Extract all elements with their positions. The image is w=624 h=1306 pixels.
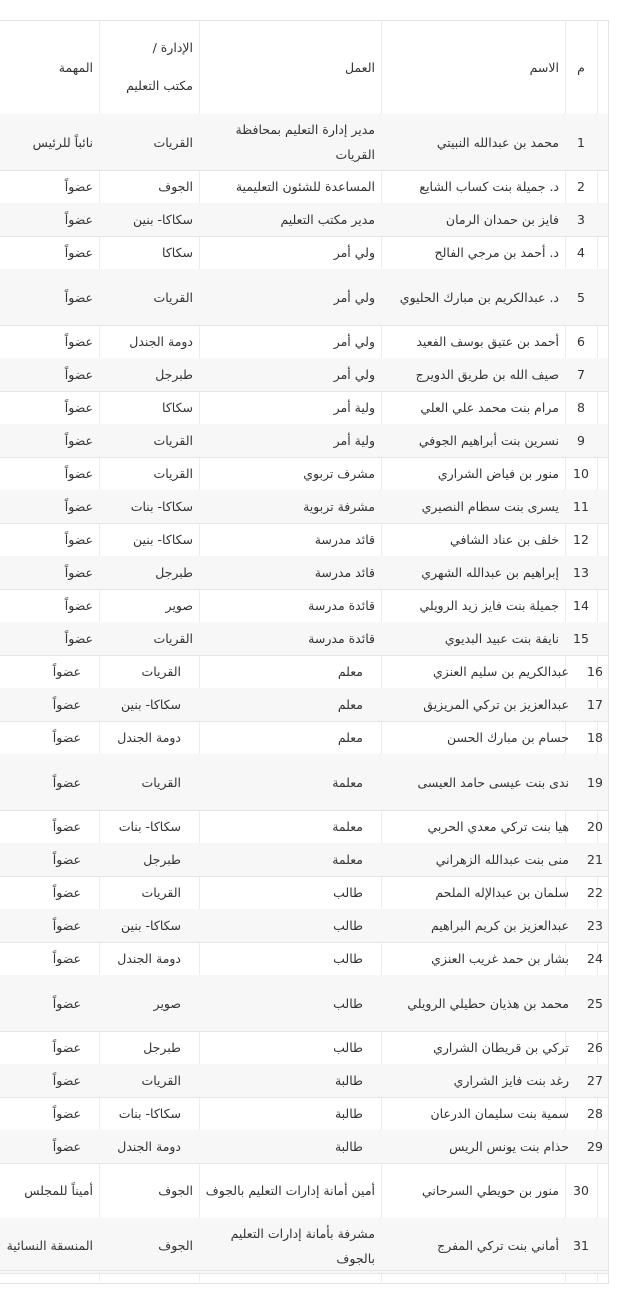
table-row: [0, 236, 608, 270]
cell-num: 27: [587, 1073, 603, 1088]
cell-job: معلمة: [332, 852, 363, 867]
cell-office: سكاكا- بنين: [133, 212, 193, 227]
table-row: [0, 490, 608, 524]
cell-role: عضواً: [64, 532, 93, 547]
cell-job: قائد مدرسة: [314, 565, 375, 580]
cell-num: 10: [573, 466, 589, 481]
table-row: [0, 754, 608, 811]
cell-role: عضواً: [52, 1073, 81, 1088]
cell-role: عضواً: [52, 951, 81, 966]
cell-job: معلم: [337, 664, 363, 679]
cell-num: 21: [587, 852, 603, 867]
cell-office: سكاكا- بنين: [121, 697, 181, 712]
table-row: [0, 721, 608, 755]
cell-name: منور بن فياض الشراري: [437, 466, 559, 481]
cell-office: طبرجل: [155, 565, 193, 580]
cell-num: 15: [573, 631, 589, 646]
cell-name: عبدالكريم بن سليم العنزي: [432, 664, 569, 679]
cell-name: حذام بنت يونس الريس: [449, 1139, 569, 1154]
table-row: [0, 1163, 608, 1219]
cell-num: 29: [587, 1139, 603, 1154]
cell-job: أمين أمانة إدارات التعليم بالجوف: [205, 1183, 375, 1198]
cell-name: صيف الله بن طريق الدويرج: [415, 367, 559, 382]
cell-office: القريات: [141, 1073, 181, 1088]
cell-job: معلمة: [332, 819, 363, 834]
cell-name: مرام بنت محمد علي العلي: [420, 400, 559, 415]
cell-num: 25: [587, 995, 603, 1011]
cell-name: عبدالعزيز بن كريم البراهيم: [430, 918, 569, 933]
table-row: [0, 589, 608, 623]
cell-office: الجوف: [158, 179, 193, 194]
cell-num: 18: [587, 730, 603, 745]
cell-job: ولي أمر: [333, 289, 375, 305]
cell-name: سمية بنت سليمان الدرعان: [430, 1106, 569, 1121]
cell-num: 3: [577, 212, 585, 227]
header-name: الاسم: [529, 59, 559, 75]
cell-office: سكاكا: [162, 400, 193, 415]
cell-name: د. عبدالكريم بن مبارك الحليوي: [399, 289, 559, 305]
cell-office: سكاكا- بنات: [118, 1106, 181, 1121]
header-office-line2: مكتب التعليم: [126, 78, 193, 93]
cell-role: عضواً: [52, 852, 81, 867]
cell-role: عضواً: [64, 433, 93, 448]
table-row: [0, 942, 608, 976]
cell-num: 16: [587, 664, 603, 679]
table-row: [0, 523, 608, 557]
cell-name: هيا بنت تركي معدي الحربي: [427, 819, 569, 834]
cell-name: جميلة بنت فايز زيد الرويلي: [419, 598, 559, 613]
cell-num: 20: [587, 819, 603, 834]
table-row: [0, 1064, 608, 1098]
cell-job: مدير إدارة التعليم بمحافظة القريات: [235, 122, 375, 162]
table-row: [0, 114, 608, 171]
cell-role: عضواً: [64, 289, 93, 305]
table-row: [0, 909, 608, 943]
cell-job: طالبة: [334, 1139, 363, 1154]
cell-name: خلف بن عناد الشافي: [450, 532, 559, 547]
cell-office: دومة الجندل: [129, 334, 193, 349]
cell-job: مشرفة بأمانة إدارات التعليم بالجوف: [230, 1225, 375, 1266]
table-row: [0, 1031, 608, 1065]
cell-job: قائد مدرسة: [314, 532, 375, 547]
cell-job: مشرفة تربوية: [303, 499, 375, 514]
cell-name: منور بن حويطي السرحاني: [422, 1183, 559, 1198]
table-row: [0, 391, 608, 425]
cell-num: 7: [577, 367, 585, 382]
cell-job: معلمة: [332, 774, 363, 790]
cell-office: القريات: [141, 664, 181, 679]
cell-name: أحمد بن عتيق بوسف الفعيد: [416, 334, 559, 349]
table-row: [0, 1130, 608, 1164]
cell-office: سكاكا- بنين: [121, 918, 181, 933]
cell-job: مشرف تربوي: [303, 466, 375, 481]
cell-office: القريات: [153, 466, 193, 481]
cell-role: عضواً: [52, 1139, 81, 1154]
cell-num: 13: [573, 565, 589, 580]
cell-role: عضواً: [64, 565, 93, 580]
cell-office: صوير: [153, 995, 181, 1011]
cell-office: صوير: [165, 598, 193, 613]
cell-role: عضواً: [52, 885, 81, 900]
cell-num: 8: [577, 400, 585, 415]
table-row: [0, 622, 608, 656]
table-row: [0, 269, 608, 326]
cell-office: دومة الجندل: [117, 1139, 181, 1154]
cell-num: 2: [577, 179, 585, 194]
cell-office: الجوف: [158, 1183, 193, 1198]
table-row: [0, 655, 608, 689]
cell-num: 19: [587, 774, 603, 790]
cell-office: دومة الجندل: [117, 951, 181, 966]
cell-office: الجوف: [158, 1238, 193, 1253]
cell-name: إبراهيم بن عبدالله الشهري: [421, 565, 559, 580]
cell-office: سكاكا: [162, 245, 193, 260]
cell-job: طالب: [333, 995, 363, 1011]
cell-role: عضواً: [64, 400, 93, 415]
cell-role: عضواً: [64, 245, 93, 260]
cell-num: 24: [587, 951, 603, 966]
cell-job: معلم: [337, 697, 363, 712]
cell-num: 26: [587, 1040, 603, 1055]
cell-num: 4: [577, 245, 585, 260]
cell-role: عضواً: [52, 1106, 81, 1121]
cell-role: عضواً: [52, 819, 81, 834]
table-row: [0, 975, 608, 1032]
cell-num: 1: [577, 134, 585, 150]
cell-office: سكاكا- بنات: [130, 499, 193, 514]
cell-num: 22: [587, 885, 603, 900]
header-job: العمل: [344, 59, 375, 75]
cell-name: نسرين بنت أبراهيم الجوفي: [418, 433, 559, 448]
cell-job: معلم: [337, 730, 363, 745]
cell-office: القريات: [153, 433, 193, 448]
cell-office: طبرجل: [143, 1040, 181, 1055]
cell-role: عضواً: [52, 697, 81, 712]
cell-job: ولي أمر: [333, 334, 375, 349]
cell-role: عضواً: [64, 367, 93, 382]
cell-name: حسام بن مبارك الحسن: [447, 730, 569, 745]
cell-role: نائباً للرئيس: [32, 134, 93, 150]
cell-name: فايز بن حمدان الرمان: [445, 212, 559, 227]
cell-num: 17: [587, 697, 603, 712]
table-row: [0, 843, 608, 877]
table-header-row: [0, 20, 608, 115]
cell-job: المساعدة للشئون التعليمية: [235, 179, 375, 194]
cell-name: محمد بن هذيان حطيلي الرويلي: [407, 995, 569, 1011]
cell-job: ولي أمر: [333, 367, 375, 382]
cell-office: القريات: [153, 289, 193, 305]
cell-role: أميناً للمجلس: [24, 1183, 93, 1198]
cell-job: طالب: [333, 1040, 363, 1055]
cell-office: دومة الجندل: [117, 730, 181, 745]
cell-office: القريات: [153, 134, 193, 150]
cell-role: عضواً: [52, 664, 81, 679]
cell-office: القريات: [141, 885, 181, 900]
cell-name: تركي بن قريطان الشراري: [433, 1040, 569, 1055]
cell-num: 9: [577, 433, 585, 448]
cell-num: 28: [587, 1106, 603, 1121]
cell-office: القريات: [153, 631, 193, 646]
cell-name: د. أحمد بن مرجي الفالح: [434, 245, 559, 260]
cell-name: نايفة بنت عبيد البديوي: [444, 631, 559, 646]
cell-name: ندى بنت عيسى حامد العيسى: [417, 774, 569, 790]
cell-role: عضواً: [52, 1040, 81, 1055]
table-row: [0, 688, 608, 722]
cell-name: أماني بنت تركي المفرج: [437, 1238, 559, 1253]
cell-job: طالب: [333, 951, 363, 966]
cell-role: عضواً: [64, 499, 93, 514]
cell-name: بشار بن حمد غريب العنزي: [431, 951, 569, 966]
cell-role: عضواً: [64, 212, 93, 227]
cell-name: عبدالعزيز بن تركي المريزيق: [423, 697, 569, 712]
cell-name: يسرى بنت سطام النصيري: [421, 499, 559, 514]
cell-job: طالبة: [334, 1106, 363, 1121]
cell-job: طالب: [333, 885, 363, 900]
cell-num: 30: [573, 1183, 589, 1198]
cell-job: مدير مكتب التعليم: [280, 212, 375, 227]
table-row: [0, 170, 608, 204]
cell-num: 23: [587, 918, 603, 933]
cell-role: المنسقة النسائية: [6, 1238, 93, 1253]
table-row: [0, 1097, 608, 1131]
cell-job: طالب: [333, 918, 363, 933]
table-row: [0, 810, 608, 844]
table-row: [0, 358, 608, 392]
table-bottom-border: [0, 1270, 608, 1271]
table-row: [0, 1218, 608, 1274]
cell-num: 14: [573, 598, 589, 613]
table-row: [0, 876, 608, 910]
cell-office: سكاكا- بنين: [133, 532, 193, 547]
cell-num: 31: [573, 1238, 589, 1253]
header-office-line1: الإدارة /: [152, 40, 193, 55]
cell-job: ولية أمر: [333, 400, 375, 415]
cell-name: محمد بن عبدالله النبيتي: [436, 134, 559, 150]
cell-role: عضواً: [52, 730, 81, 745]
cell-job: ولي أمر: [333, 245, 375, 260]
cell-job: قائدة مدرسة: [308, 631, 375, 646]
cell-num: 5: [577, 289, 585, 305]
cell-job: طالبة: [334, 1073, 363, 1088]
cell-name: د. جميلة بنت كساب الشايع: [419, 179, 559, 194]
header-role: المهمة: [58, 59, 93, 75]
cell-role: عضواً: [64, 334, 93, 349]
table-row: [0, 203, 608, 237]
table-row: [0, 325, 608, 359]
cell-job: قائدة مدرسة: [308, 598, 375, 613]
cell-role: عضواً: [64, 631, 93, 646]
cell-name: رغد بنت فايز الشراري: [453, 1073, 569, 1088]
cell-office: القريات: [141, 774, 181, 790]
header-office: [99, 20, 199, 114]
cell-office: طبرجل: [155, 367, 193, 382]
cell-num: 6: [577, 334, 585, 349]
cell-role: عضواً: [64, 179, 93, 194]
table-row: [0, 556, 608, 590]
cell-name: منى بنت عبدالله الزهراني: [435, 852, 569, 867]
table-row: [0, 457, 608, 491]
cell-name: سلمان بن عبدالإله الملحم: [435, 885, 569, 900]
cell-num: 11: [573, 499, 589, 514]
cell-role: عضواً: [52, 995, 81, 1011]
cell-office: طبرجل: [143, 852, 181, 867]
cell-role: عضواً: [52, 774, 81, 790]
cell-num: 12: [573, 532, 589, 547]
cell-role: عضواً: [64, 598, 93, 613]
cell-office: سكاكا- بنات: [118, 819, 181, 834]
table-row: [0, 424, 608, 458]
cell-role: عضواً: [64, 466, 93, 481]
header-num: م: [577, 59, 585, 75]
cell-role: عضواً: [52, 918, 81, 933]
cell-job: ولية أمر: [333, 433, 375, 448]
